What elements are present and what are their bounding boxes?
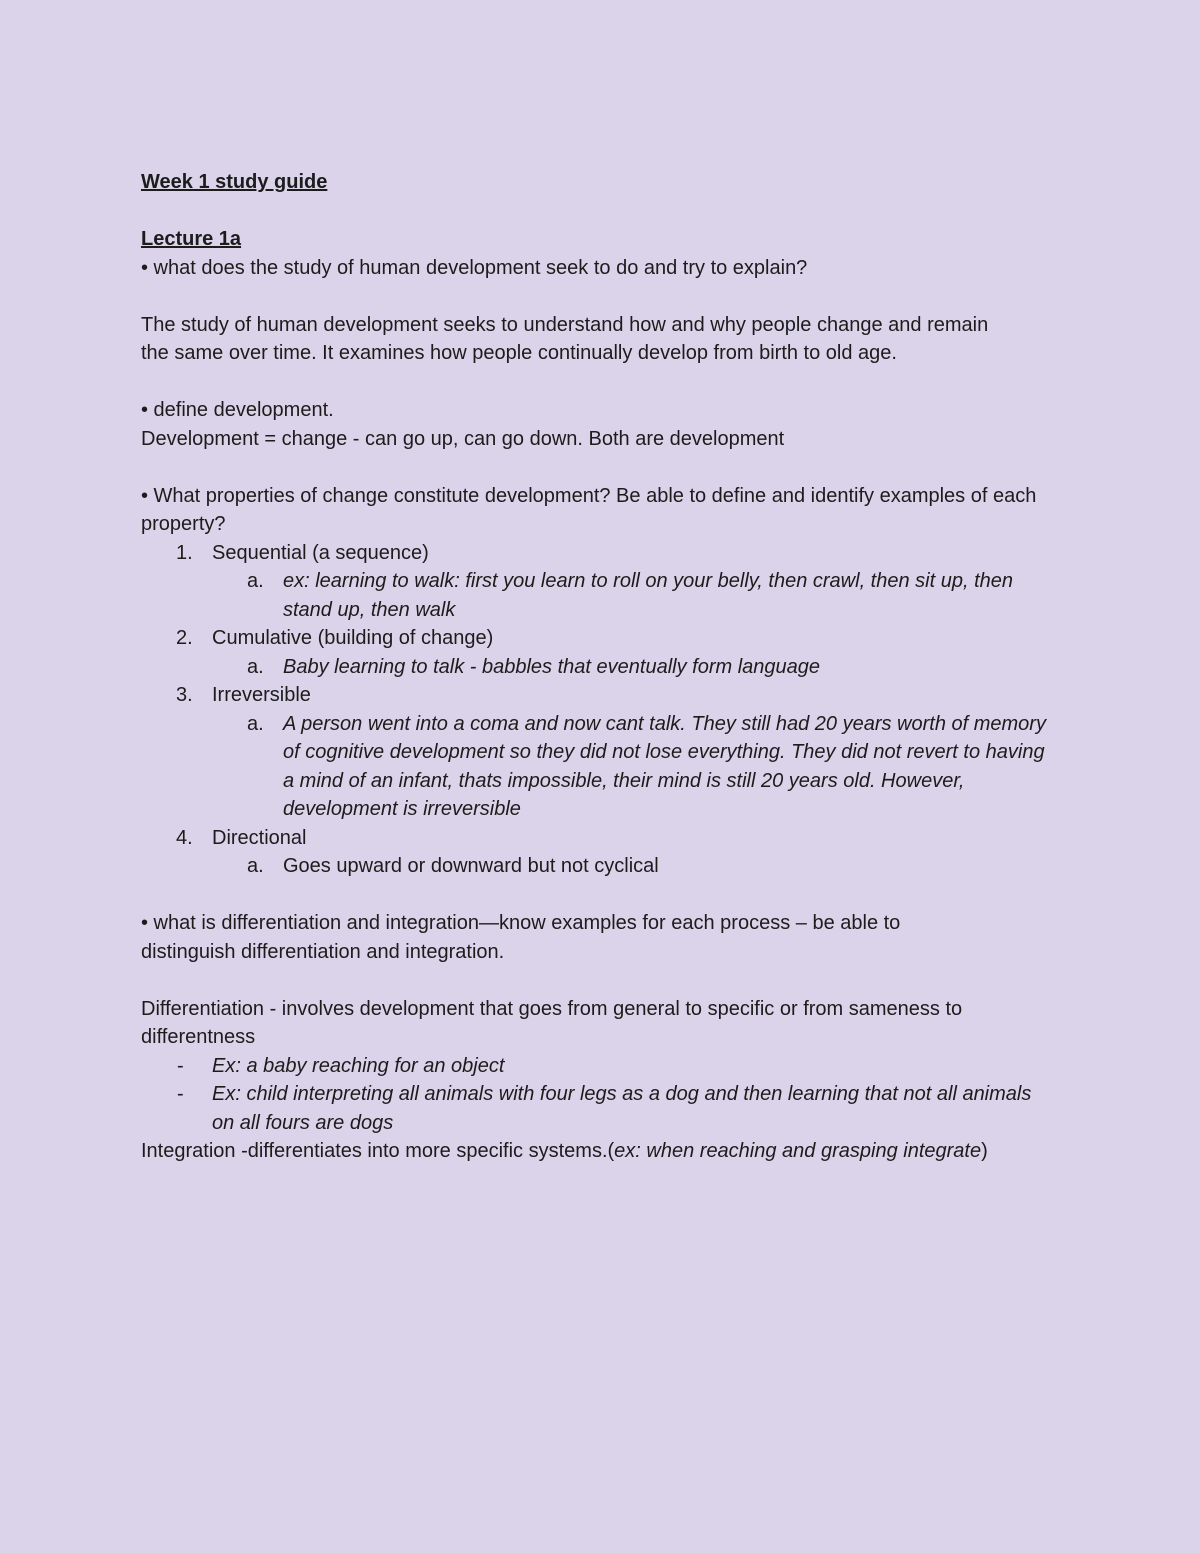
answer-1-line-2: the same over time. It examines how people continually develop from birth to old age. <box>141 342 897 364</box>
question-1: • what does the study of human development seek to do and try to explain? <box>141 256 808 279</box>
property-label: Cumulative (building of change) <box>212 627 494 649</box>
list-number: 4. <box>176 826 193 849</box>
property-example: A person went into a coma and now cant talk. They still had 20 years worth of memory of cognitive development so they did not lose everything. They did not revert to having a mind of an infant, thats impossible, their mind is still 20 years old. However, development is irreversible <box>283 712 1046 820</box>
example-text: Ex: a baby reaching for an object <box>212 1054 505 1077</box>
spacer <box>141 453 1071 482</box>
study-guide-content <box>141 168 1071 1166</box>
question-2: • define development. <box>141 399 334 421</box>
property-example: Baby learning to talk - babbles that eventually form language <box>283 655 821 678</box>
document-title: Week 1 study guide <box>141 171 328 193</box>
differentiation-definition: Differentiation - involves development that goes from general to specific or from sameness to differentness <box>141 997 963 1048</box>
dash-marker: - <box>177 1054 184 1077</box>
property-label: Directional <box>212 826 307 849</box>
spacer <box>141 368 1071 397</box>
list-item <box>141 1052 1071 1081</box>
list-item <box>141 1080 1071 1137</box>
example-text: Ex: child interpreting all animals with four legs as a dog and then learning that not all animals on all fours are dogs <box>212 1083 1032 1134</box>
integration-prefix: Integration -differentiates into more specific systems.( <box>141 1140 615 1162</box>
list-number: 3. <box>176 684 193 706</box>
integration-example: ex: when reaching and grasping integrate <box>614 1140 982 1162</box>
answer-1-line-1: The study of human development seeks to understand how and why people change and remain <box>141 313 989 336</box>
integration-suffix: ) <box>981 1140 988 1162</box>
property-label: Irreversible <box>212 684 311 706</box>
question-4: • what is differentiation and integration—know examples for each process – be able to distinguish differentiation and integration. <box>141 912 901 963</box>
spacer <box>141 966 1071 995</box>
list-number: 1. <box>176 541 193 564</box>
list-letter: a. <box>247 570 264 592</box>
section-heading: Lecture 1a <box>141 228 242 250</box>
list-item <box>141 539 1071 625</box>
dash-marker: - <box>177 1083 184 1105</box>
list-item <box>141 624 1071 681</box>
list-number: 2. <box>176 627 193 649</box>
spacer <box>141 881 1071 910</box>
list-letter: a. <box>247 712 264 735</box>
answer-2: Development = change - can go up, can go down. Both are development <box>141 427 785 450</box>
properties-list <box>141 539 1071 881</box>
integration-definition <box>141 1137 1071 1166</box>
property-example: Goes upward or downward but not cyclical <box>283 855 659 877</box>
property-label: Sequential (a sequence) <box>212 541 429 564</box>
list-item <box>141 681 1071 824</box>
list-letter: a. <box>247 655 264 678</box>
spacer <box>141 197 1071 226</box>
differentiation-examples <box>141 1052 1071 1138</box>
list-letter: a. <box>247 855 264 877</box>
property-example: ex: learning to walk: first you learn to roll on your belly, then crawl, then sit up, then stand up, then walk <box>283 570 1013 621</box>
question-3: • What properties of change constitute development? Be able to define and identify examples of each property? <box>141 484 1037 535</box>
spacer <box>141 282 1071 311</box>
list-item <box>141 824 1071 881</box>
